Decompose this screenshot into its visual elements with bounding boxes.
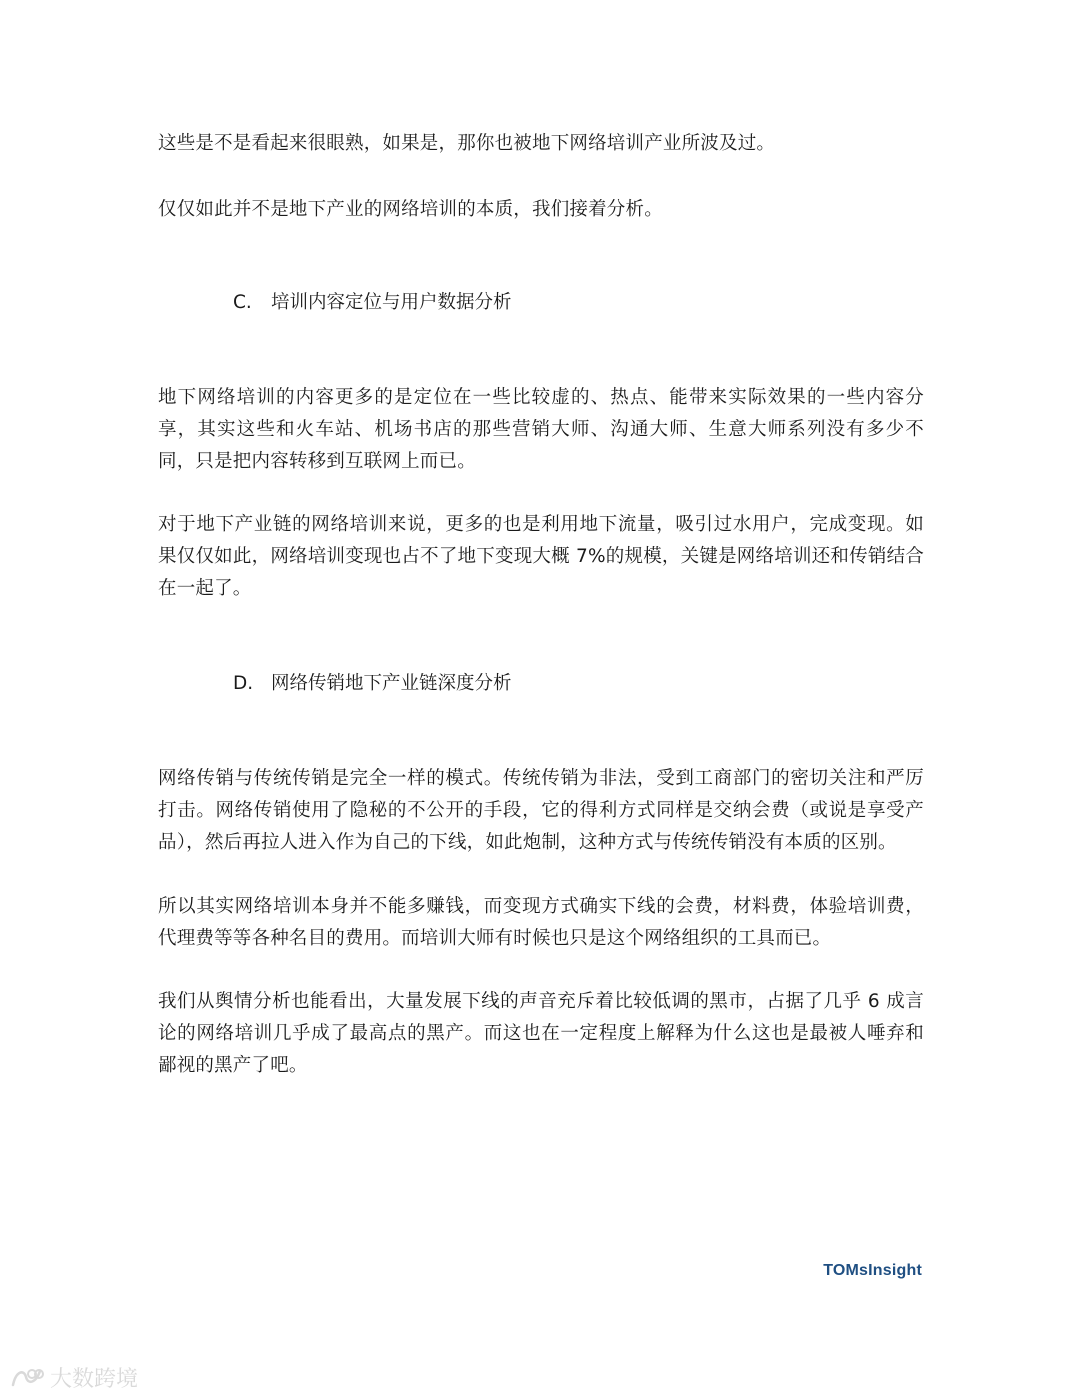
section-heading-c bbox=[233, 287, 512, 319]
section-heading-d bbox=[233, 668, 512, 700]
section-title-d: 网络传销地下产业链深度分析 bbox=[271, 673, 512, 694]
watermark-text: 大数跨境 bbox=[50, 1367, 139, 1392]
paragraph-5: 网络传销与传统传销是完全一样的模式。传统传销为非法，受到工商部门的密切关注和严厉打击。网络传销使用了隐秘的不公开的手段，它的得利方式同样是交纳会费（或说是享受产品），然后再拉人进入作为自己的下线，如此炮制，这种方式与传统传销没有本质的区别。 bbox=[158, 768, 924, 853]
paragraph-2: 仅仅如此并不是地下产业的网络培训的本质，我们接着分析。 bbox=[158, 199, 663, 220]
paragraph-7: 我们从舆情分析也能看出，大量发展下线的声音充斥着比较低调的黑市，占据了几乎 6 成言论的网络培训几乎成了最高点的黑产。而这也在一定程度上解释为什么这也是最被人唾弃和鄙视的黑产了吧。 bbox=[158, 991, 924, 1076]
watermark bbox=[10, 1362, 138, 1393]
section-letter-c: C. bbox=[233, 292, 252, 313]
paragraph-3: 地下网络培训的内容更多的是定位在一些比较虚的、热点、能带来实际效果的一些内容分享，其实这些和火车站、机场书店的那些营销大师、沟通大师、生意大师系列没有多少不同，只是把内容转移到互联网上而已。 bbox=[158, 387, 924, 472]
paragraph-4: 对于地下产业链的网络培训来说，更多的也是利用地下流量，吸引过水用户，完成变现。如果仅仅如此，网络培训变现也占不了地下变现大概 7%的规模，关键是网络培训还和传销结合在一起了。 bbox=[158, 514, 924, 599]
watermark-logo-icon bbox=[10, 1365, 44, 1391]
brand-logo: TOMsInsight bbox=[823, 1262, 922, 1279]
paragraph-1: 这些是不是看起来很眼熟，如果是，那你也被地下网络培训产业所波及过。 bbox=[158, 133, 776, 154]
section-letter-d: D. bbox=[233, 673, 254, 694]
paragraph-6: 所以其实网络培训本身并不能多赚钱，而变现方式确实下线的会费，材料费，体验培训费，代理费等等各种名目的费用。而培训大师有时候也只是这个网络组织的工具而已。 bbox=[158, 896, 924, 949]
section-title-c: 培训内容定位与用户数据分析 bbox=[271, 292, 512, 313]
